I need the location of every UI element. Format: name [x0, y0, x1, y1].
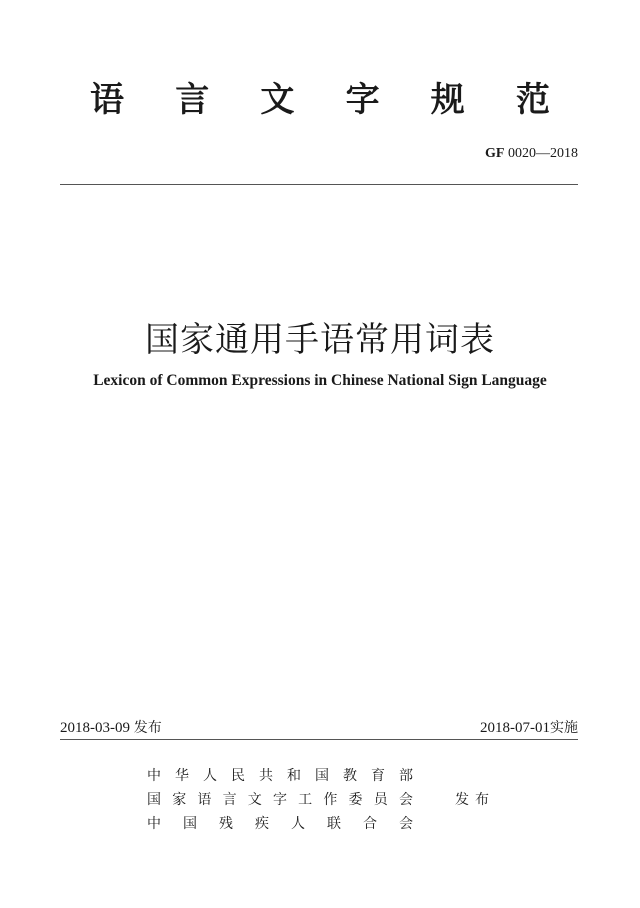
issue-date-label: 发布	[133, 720, 162, 736]
bottom-divider	[60, 739, 578, 740]
effective-date	[480, 718, 578, 738]
publisher-name: 中 国 残 疾 人 联 合 会	[147, 816, 413, 832]
issue-date-value: 2018-03-09	[60, 720, 130, 736]
publisher-list	[147, 764, 413, 836]
document-subtitle: Lexicon of Common Expressions in Chinese National Sign Language	[93, 372, 547, 389]
series-title: 语 言 文 字 规 范	[90, 80, 550, 120]
top-divider	[60, 184, 578, 185]
document-title: 国家通用手语常用词表	[145, 320, 495, 360]
publisher-name: 国 家 语 言 文 字 工 作 委 员 会	[147, 792, 413, 808]
issue-date	[60, 718, 162, 738]
standard-prefix: GF	[485, 146, 505, 161]
standard-code: 0020—2018	[508, 146, 578, 161]
effective-date-value: 2018-07-01	[480, 720, 550, 736]
publisher-name: 中 华 人 民 共 和 国 教 育 部	[147, 768, 413, 784]
publish-label: 发布	[455, 792, 495, 808]
standard-number	[485, 145, 578, 163]
effective-date-label: 实施	[550, 720, 578, 736]
